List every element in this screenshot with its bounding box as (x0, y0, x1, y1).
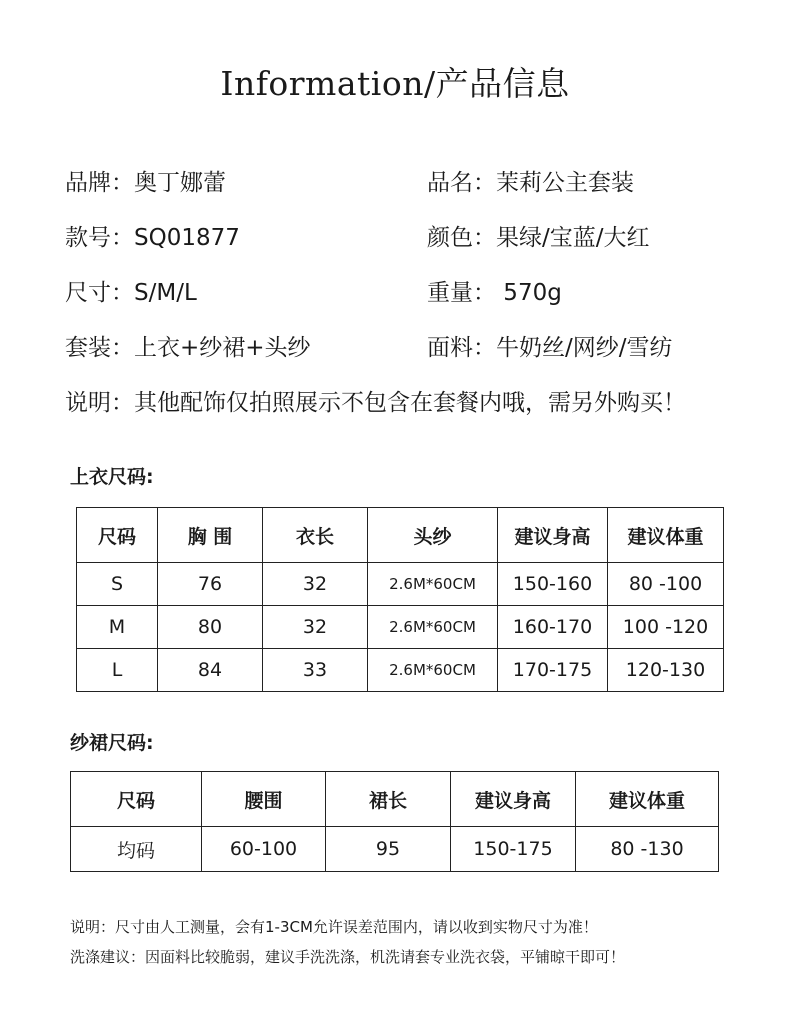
page-title: Information/产品信息 (220, 64, 570, 103)
table-header-row (71, 772, 719, 827)
table-cell: 33 (263, 649, 368, 692)
weight-info: 重量： 570g (427, 280, 562, 306)
header-cell: 建议身高 (451, 772, 576, 827)
header-cell: 尺码 (71, 772, 202, 827)
table-cell: 150-175 (451, 827, 576, 872)
table-cell: 100 -120 (608, 606, 724, 649)
skirt-size-table (70, 771, 719, 872)
table-row (77, 649, 724, 692)
table-cell: 120-130 (608, 649, 724, 692)
table-cell: 160-170 (498, 606, 608, 649)
table-row (77, 563, 724, 606)
table-cell: L (77, 649, 158, 692)
skirt-size-title: 纱裙尺码: (70, 732, 154, 754)
table-cell: 170-175 (498, 649, 608, 692)
header-cell: 腰围 (202, 772, 326, 827)
set-info: 套装：上衣+纱裙+头纱 (65, 335, 311, 361)
product-name-info: 品名：茉莉公主套装 (427, 170, 634, 196)
table-cell: 80 -130 (576, 827, 719, 872)
size-info: 尺寸：S/M/L (65, 280, 197, 306)
table-cell: 2.6M*60CM (368, 649, 498, 692)
table-cell: S (77, 563, 158, 606)
style-number-info: 款号：SQ01877 (65, 225, 240, 251)
table-cell: 150-160 (498, 563, 608, 606)
washing-note: 洗涤建议：因面料比较脆弱，建议手洗洗涤，机洗请套专业洗衣袋，平铺晾干即可！ (70, 948, 626, 966)
table-cell: 32 (263, 563, 368, 606)
fabric-info: 面料：牛奶丝/网纱/雪纺 (427, 335, 673, 361)
header-cell: 胸 围 (158, 508, 263, 563)
header-cell: 建议体重 (576, 772, 719, 827)
header-cell: 衣长 (263, 508, 368, 563)
brand-info: 品牌：奥丁娜蕾 (65, 170, 226, 196)
table-cell: 32 (263, 606, 368, 649)
description-info: 说明：其他配饰仅拍照展示不包含在套餐内哦，需另外购买！ (65, 390, 686, 416)
header-cell: 头纱 (368, 508, 498, 563)
header-cell: 尺码 (77, 508, 158, 563)
top-size-title: 上衣尺码: (70, 466, 154, 488)
table-header-row (77, 508, 724, 563)
color-info: 颜色：果绿/宝蓝/大红 (427, 225, 650, 251)
table-row (71, 827, 719, 872)
table-cell: 60-100 (202, 827, 326, 872)
table-cell: 2.6M*60CM (368, 606, 498, 649)
table-cell: 2.6M*60CM (368, 563, 498, 606)
table-cell: M (77, 606, 158, 649)
table-cell: 均码 (71, 827, 202, 872)
table-cell: 80 (158, 606, 263, 649)
table-cell: 84 (158, 649, 263, 692)
table-cell: 76 (158, 563, 263, 606)
table-cell: 95 (326, 827, 451, 872)
header-cell: 建议身高 (498, 508, 608, 563)
header-cell: 建议体重 (608, 508, 724, 563)
table-row (77, 606, 724, 649)
size-note: 说明：尺寸由人工测量，会有1-3CM允许误差范围内，请以收到实物尺寸为准！ (70, 918, 598, 936)
header-cell: 裙长 (326, 772, 451, 827)
table-cell: 80 -100 (608, 563, 724, 606)
top-size-table (76, 507, 724, 692)
